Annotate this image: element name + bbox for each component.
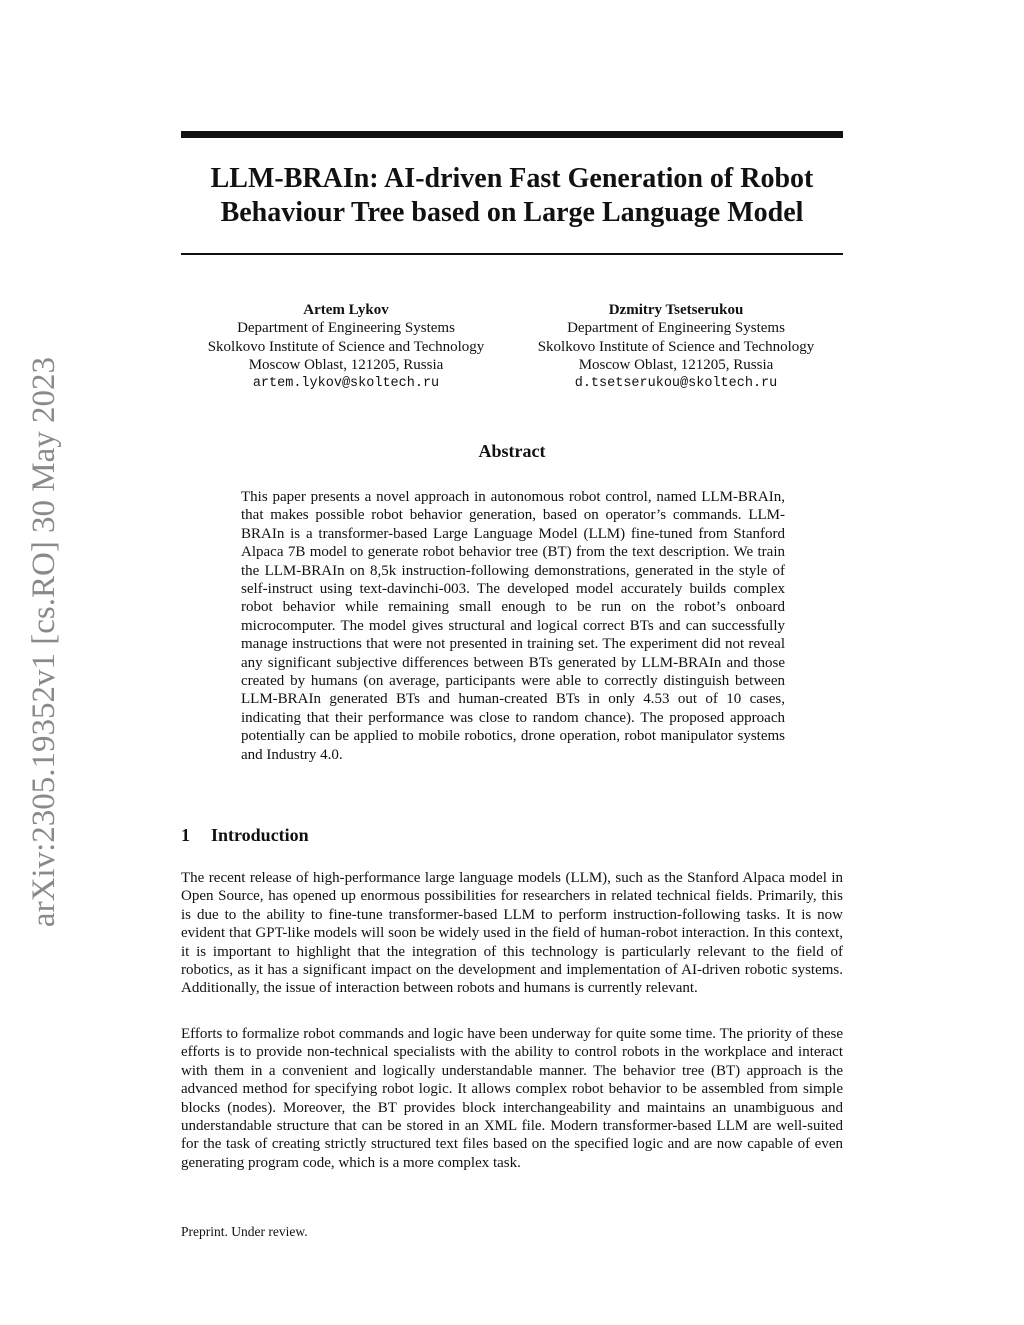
title-top-rule: [181, 131, 843, 138]
author-department: Department of Engineering Systems: [567, 320, 785, 337]
author-institute: Skolkovo Institute of Science and Technology: [537, 338, 815, 355]
section-heading-introduction: [181, 824, 309, 846]
introduction-paragraph-1: The recent release of high-performance large language models (LLM), such as the Stanford Alpaca model in Open Source, has opened up enormous possibilities for researchers in related technical fields. Primarily, this is due to the ability to fine-tune transformer-based LLM to perform instruction-following tasks. It is now evident that GPT-like models will soon be widely used in the field of human-robot interaction. In this context, it is important to highlight that the integration of this technology is particularly relevant to the field of robotics, as it has a significant impact on the development and implementation of AI-driven robotic systems. Additionally, the issue of interaction between robots and humans is currently relevant.: [181, 870, 843, 997]
author-name: Dzmitry Tsetserukou: [608, 302, 744, 318]
paper-title-line-2: Behaviour Tree based on Large Language Model: [220, 197, 804, 228]
section-number: 1: [181, 825, 190, 845]
abstract-text: This paper presents a novel approach in autonomous robot control, named LLM-BRAIn, that makes possible robot behavior generation, based on operator’s commands. LLM-BRAIn is a transformer-based Large Language Model (LLM) fine-tuned from Stanford Alpaca 7B model to generate robot behavior tree (BT) from the text description. We train the LLM-BRAIn on 8,5k instruction-following demonstrations, generated in the style of self-instruct using text-davinchi-003. The developed model accurately builds complex robot behavior while remaining small enough to be run on the robot’s onboard microcomputer. The model gives structural and logical correct BTs and can successfully manage instructions that were not presented in training set. The experiment did not reveal any significant subjective differences between BTs generated by LLM-BRAIn and those created by humans (on average, participants were able to correctly distinguish between LLM-BRAIn generated BTs and human-created BTs in only 4.53 out of 10 cases, indicating that their performance was close to random chance). The proposed approach potentially can be applied to mobile robotics, drone operation, robot manipulator systems and Industry 4.0.: [241, 489, 785, 763]
author-department: Department of Engineering Systems: [237, 320, 455, 337]
section-title: Introduction: [211, 825, 309, 845]
author-block-2: [506, 301, 846, 393]
arxiv-identifier[interactable]: arXiv:2305.19352v1 [cs.RO] 30 May 2023: [26, 356, 62, 928]
author-address: Moscow Oblast, 121205, Russia: [248, 357, 444, 374]
author-name: Artem Lykov: [303, 302, 389, 318]
title-bottom-rule: [181, 253, 843, 255]
paper-title-line-1: LLM-BRAIn: AI-driven Fast Generation of Robot: [210, 163, 814, 194]
author-block-1: [176, 301, 516, 393]
author-email[interactable]: artem.lykov@skoltech.ru: [252, 375, 440, 391]
page-footer-note: Preprint. Under review.: [181, 1224, 308, 1239]
introduction-paragraph-2: Efforts to formalize robot commands and logic have been underway for quite some time. The priority of these efforts is to provide non-technical specialists with the ability to control robots in the workplace and interact with them in a convenient and logically understandable manner. The behavior tree (BT) approach is the advanced method for specifying robot logic. It allows complex robot behavior to be assembled from simple blocks (nodes). Moreover, the BT provides block interchangeability and maintains an unambiguous and understandable structure that can be stored in an XML file. Modern transformer-based LLM are well-suited for the task of creating strictly structured text files based on the specified logic and are now capable of even generating program code, which is a more complex task.: [181, 1026, 843, 1171]
author-institute: Skolkovo Institute of Science and Technology: [207, 338, 485, 355]
author-email[interactable]: d.tsetserukou@skoltech.ru: [574, 375, 778, 391]
paper-title: [181, 162, 843, 230]
abstract-heading: Abstract: [478, 441, 546, 461]
author-address: Moscow Oblast, 121205, Russia: [578, 357, 774, 374]
